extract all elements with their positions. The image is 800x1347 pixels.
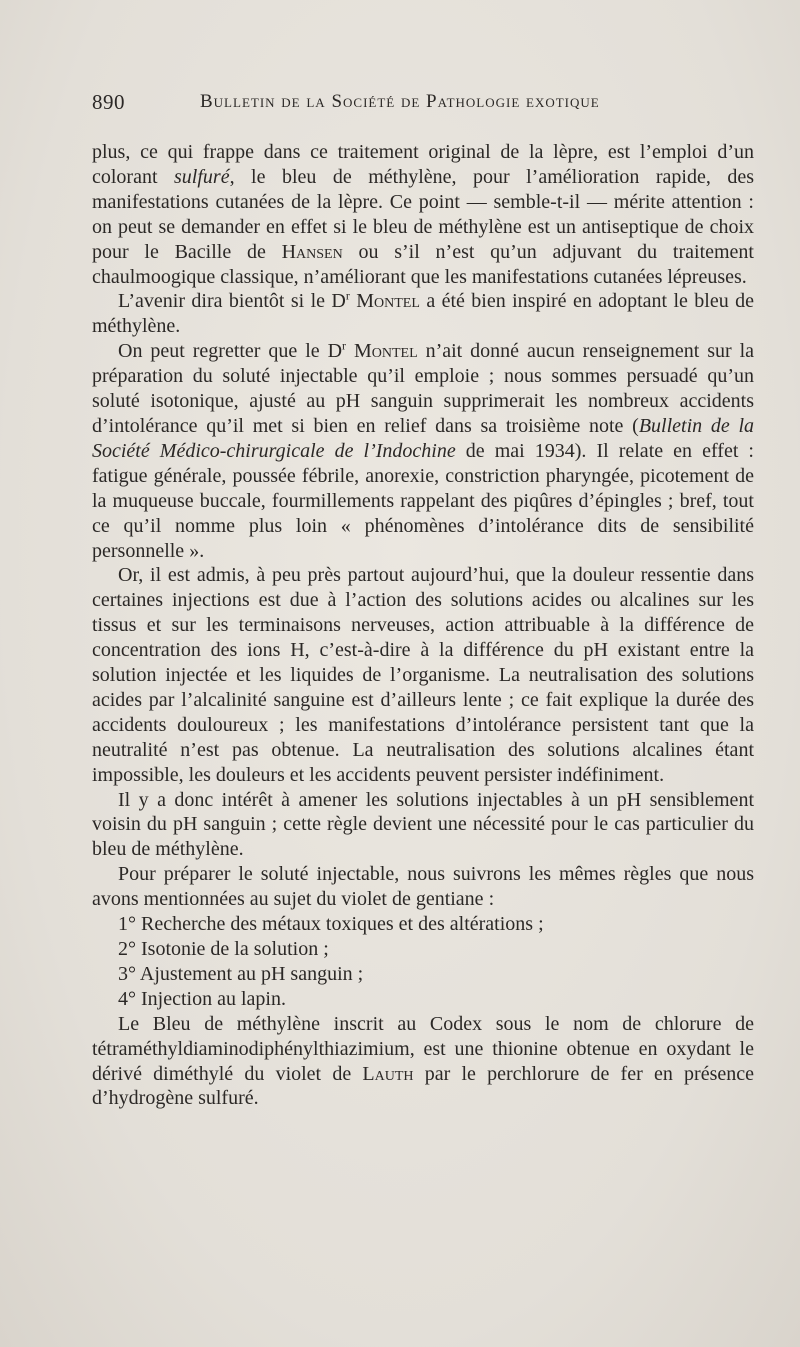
page-number: 890 bbox=[92, 90, 125, 114]
author-name: Lauth bbox=[362, 1062, 414, 1085]
text-run bbox=[346, 340, 354, 362]
page-header bbox=[92, 90, 752, 120]
running-title: Bulletin de la Société de Pathologie exotique bbox=[200, 91, 600, 112]
text-run: 4° Injection au lapin. bbox=[118, 987, 286, 1010]
paragraph bbox=[92, 1012, 754, 1112]
list-item bbox=[92, 962, 754, 987]
text-run: a été bien inspiré en adoptant le bleu de méthylène. bbox=[92, 290, 755, 338]
author-name: Montel bbox=[356, 290, 420, 313]
text-run: Pour préparer le soluté injectable, nous suivrons les mêmes règles que nous avons mentionnées au sujet du violet de gentiane : bbox=[92, 863, 754, 911]
text-run: L’avenir dira bientôt si le D bbox=[118, 290, 346, 313]
text-run: 1° Recherche des métaux toxiques et des altérations ; bbox=[118, 913, 544, 936]
text-run: par le perchlorure de fer en présence d’hydrogène sulfuré. bbox=[92, 1062, 754, 1110]
italic-run: Bulletin de la Société Médico-chirurgicale de l’Indochine bbox=[92, 414, 754, 462]
text-run: Or, il est admis, à peu près partout aujourd’hui, que la douleur ressentie dans certaines injections est due à l’action des solutions acides ou alcalines sur les tissus et sur les terminaisons nerveuses, action attribuable à la différence de concentration des ions H, c’est-à-dire à la différence du pH existant entre la solution injectée et les liquides de l’organisme. La neutralisation des solutions acides par l’alcalinité sanguine est d’ailleurs lente ; ce fait explique la durée des accidents douloureux ; les manifestations d’intolérance persistent tant que la neutralité n’est pas obtenue. La neutralisation des solutions alcalines étant impossible, les douleurs et les accidents peuvent persister indéfiniment. bbox=[92, 564, 754, 786]
text-run: , le bleu de méthylène, pour l’amélioration rapide, des manifestations cutanées de la lèpre. Ce point — semble-t-il — mérite attention : on peut se demander en effet si le bleu de méthylène est un antiseptique de choix pour le Bacille de bbox=[92, 165, 754, 263]
paragraph bbox=[92, 788, 754, 863]
text-run: Il y a donc intérêt à amener les solutions injectables à un pH sensiblement voisin du pH sanguin ; cette règle devient une nécessité pour le cas particulier du bleu de méthylène. bbox=[92, 788, 754, 861]
paragraph bbox=[92, 289, 754, 339]
paragraph bbox=[92, 140, 754, 289]
text-run: 2° Isotonie de la solution ; bbox=[118, 938, 329, 960]
paragraph bbox=[92, 862, 754, 912]
text-run: de mai 1934). Il relate en effet : fatigue générale, poussée fébrile, anorexie, constriction pharyngée, picotement de la muqueuse buccale, fourmillements rappelant des piqûres d’épingles ; bref, tout ce qu’il nomme plus loin « phénomènes d’intolérance dits de sensibilité personnelle ». bbox=[92, 439, 754, 562]
italic-run: sulfuré bbox=[174, 165, 230, 188]
text-run: plus, ce qui frappe dans ce traitement original de la lèpre, est l’emploi d’un colorant bbox=[92, 141, 754, 188]
text-run: ou s’il n’est qu’un adjuvant du traitement chaulmoogique classique, n’améliorant que les manifestations cutanées lépreuses. bbox=[92, 240, 754, 288]
text-run: 3° Ajustement au pH sanguin ; bbox=[118, 962, 364, 985]
superscript: r bbox=[342, 338, 347, 353]
text-run: n’ait donné aucun renseignement sur la préparation du soluté injectable qu’il emploie ; nous sommes persuadé qu’un soluté isotonique, ajusté au pH sanguin supprimerait les nombreux accidents d’intolérance qu’il met si bien en relief dans sa troisième note ( bbox=[92, 340, 755, 437]
list-item bbox=[92, 912, 754, 937]
article-body bbox=[92, 140, 754, 1111]
text-run: On peut regretter que le D bbox=[118, 340, 343, 363]
text-run: Le Bleu de méthylène inscrit au Codex sous le nom de chlorure de tétraméthyldiaminodiphénylthiazimium, est une thionine obtenue en oxydant le dérivé diméthylé du violet de bbox=[92, 1012, 754, 1085]
list-item bbox=[92, 937, 754, 962]
paragraph bbox=[92, 339, 754, 563]
superscript: r bbox=[345, 288, 350, 303]
list-item bbox=[92, 987, 754, 1012]
author-name: Montel bbox=[353, 340, 418, 363]
paragraph bbox=[92, 563, 754, 787]
author-name: Hansen bbox=[281, 240, 343, 263]
